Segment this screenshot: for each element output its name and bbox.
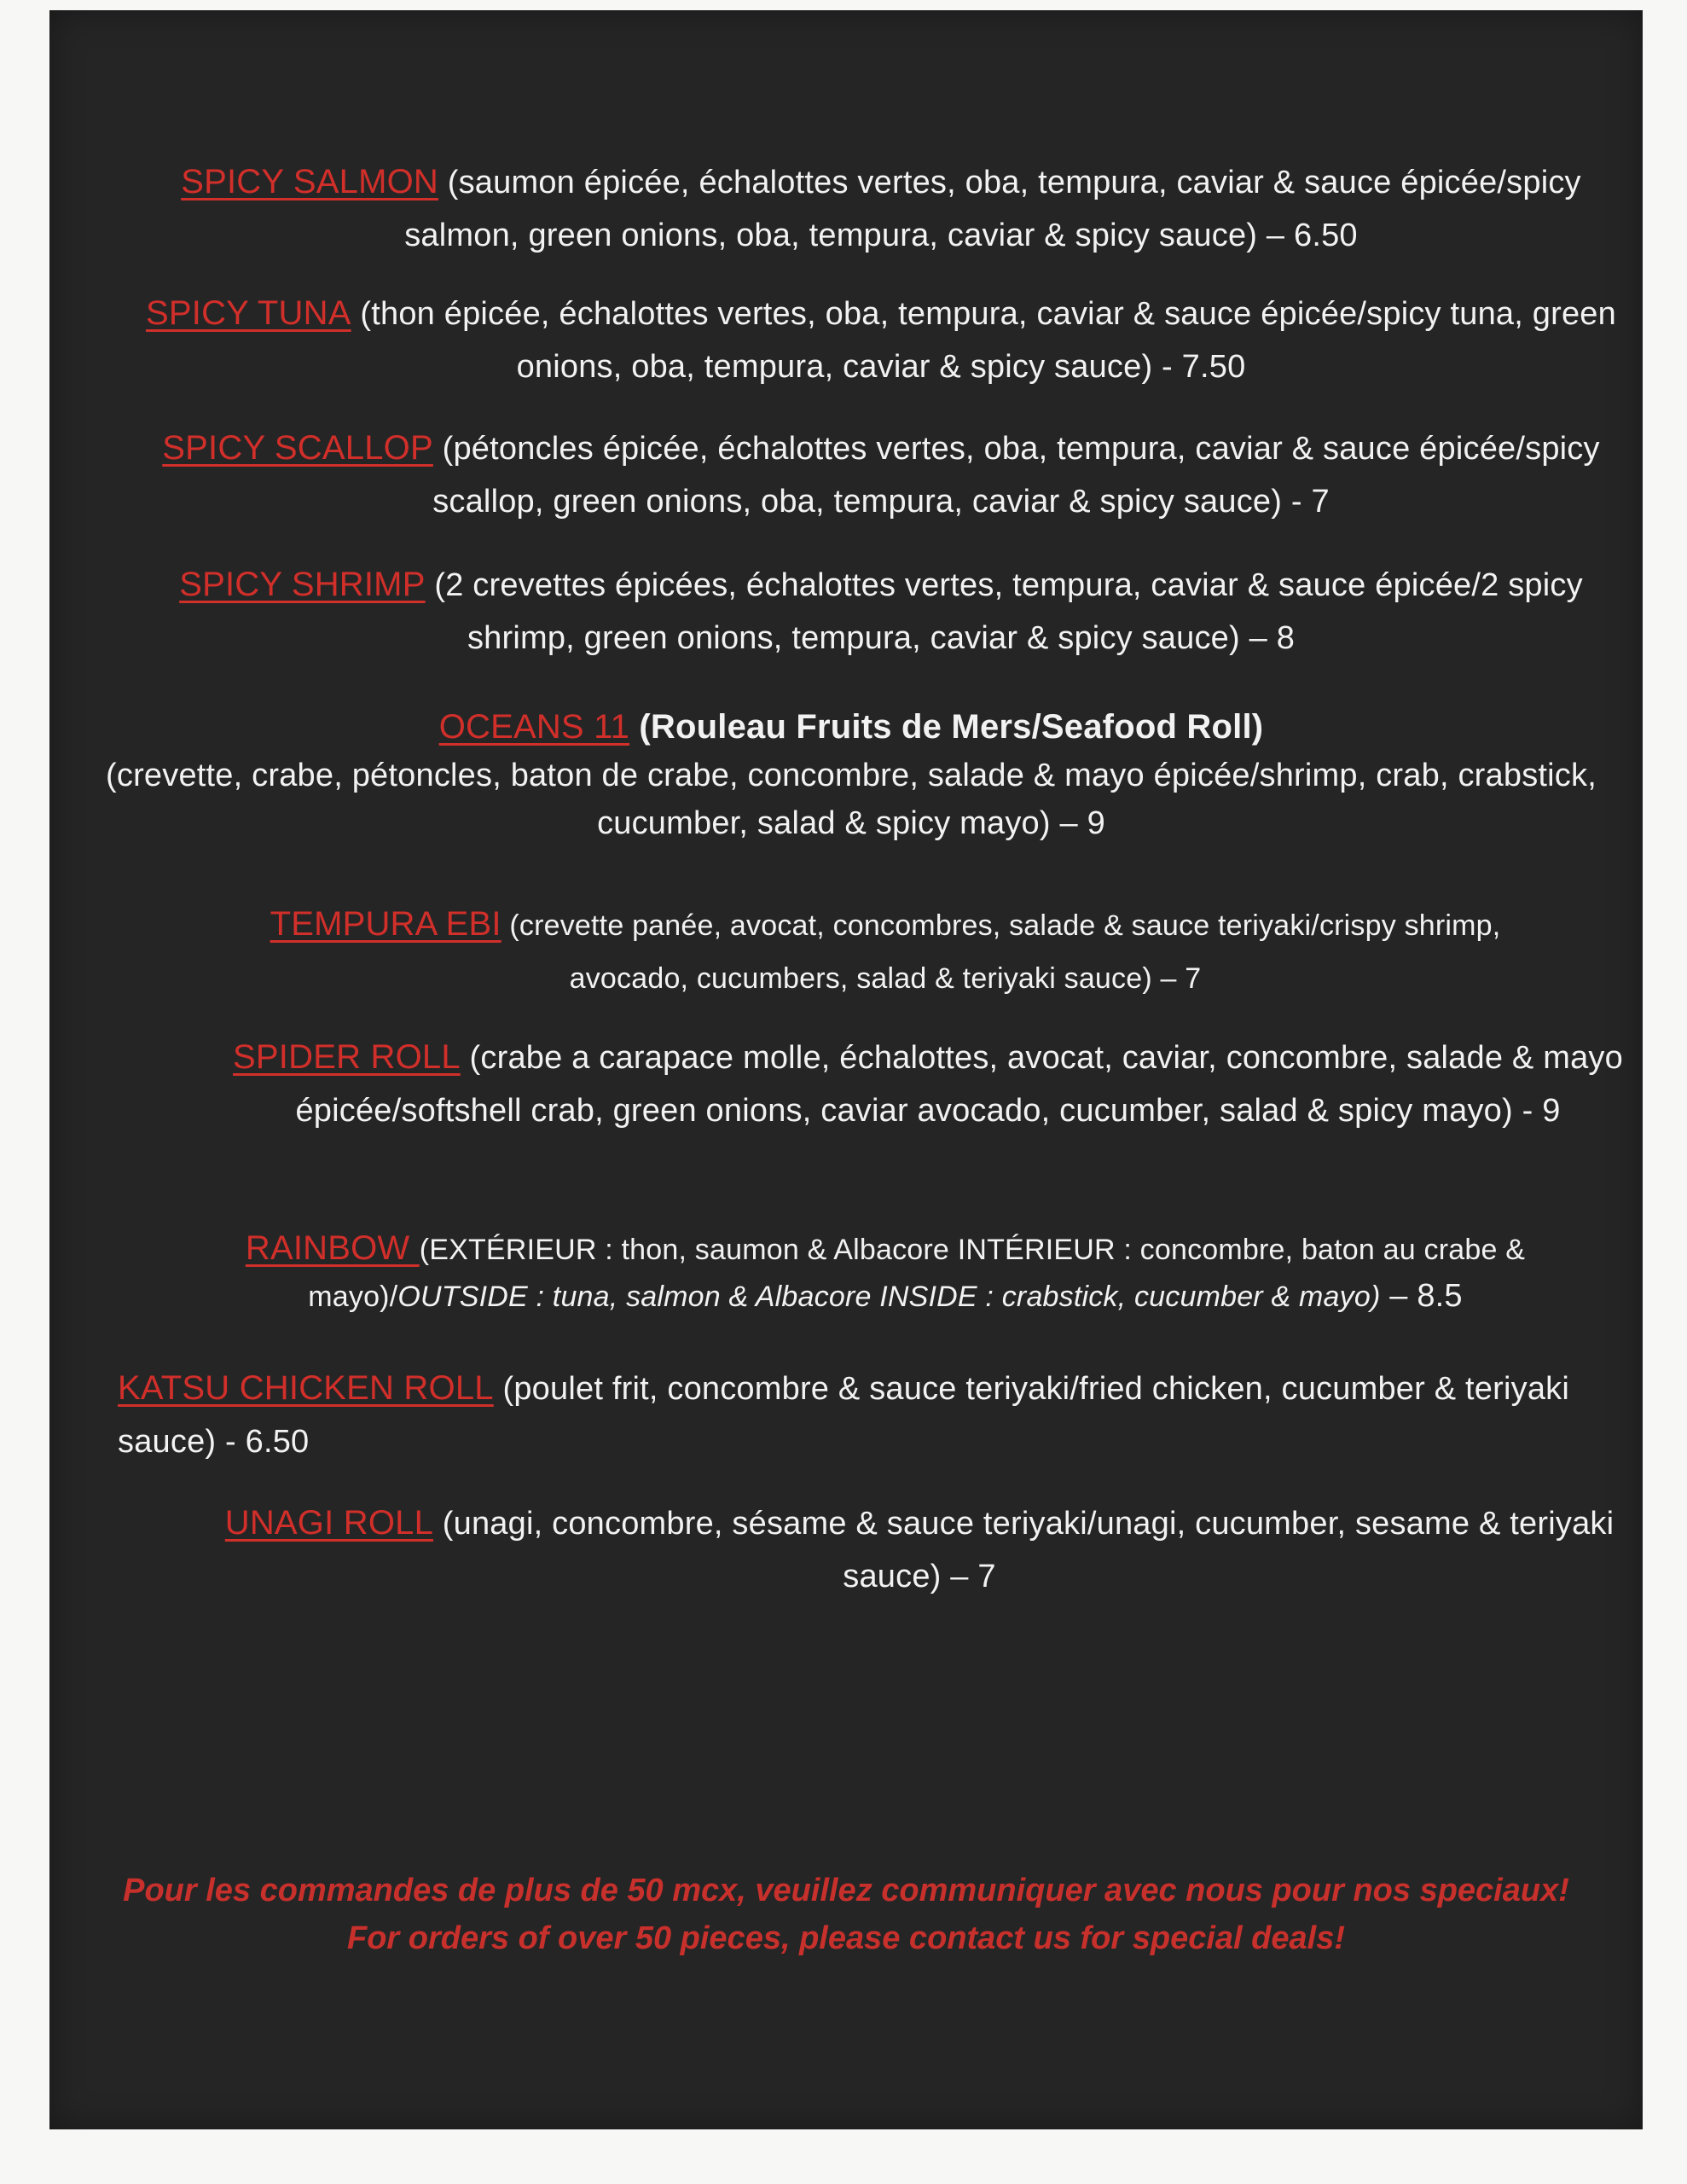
item-description: (unagi, concombre, sésame & sauce teriyaki/unagi, cucumber, sesame & teriyaki sauce) – 7 bbox=[433, 1506, 1615, 1594]
menu-item-spicy-tuna bbox=[122, 287, 1640, 393]
item-name: SPICY SHRIMP bbox=[179, 566, 426, 603]
footer-note bbox=[49, 1867, 1643, 1962]
item-name: UNAGI ROLL bbox=[224, 1504, 434, 1542]
item-heading bbox=[101, 703, 1602, 752]
menu-item-spicy-shrimp bbox=[160, 558, 1602, 665]
item-price: – 8.5 bbox=[1380, 1278, 1463, 1314]
item-description: (2 crevettes épicées, échalottes vertes, tempura, caviar & sauce épicée/2 spicy shrimp, green onions, tempura, caviar & spicy sauce) – 8 bbox=[425, 567, 1583, 656]
item-description: (crevette, crabe, pétoncles, baton de crabe, concombre, salade & mayo épicée/shrimp, crab, crabstick, cucumber, salad & spicy mayo) – 9 bbox=[106, 758, 1597, 841]
footer-line-french: Pour les commandes de plus de 50 mcx, veuillez communiquer avec nous pour nos speciaux! bbox=[123, 1873, 1569, 1908]
menu-sheet bbox=[49, 10, 1643, 2129]
menu-item-katsu-chicken-roll bbox=[118, 1362, 1602, 1468]
menu-item-tempura-ebi bbox=[254, 897, 1516, 1005]
item-description: (pétoncles épicée, échalottes vertes, oba, tempura, caviar & sauce épicée/spicy scallop, green onions, oba, tempura, caviar & spicy sauce) - 7 bbox=[432, 431, 1600, 520]
item-name: SPIDER ROLL bbox=[233, 1038, 461, 1076]
item-name: KATSU CHICKEN ROLL bbox=[118, 1369, 494, 1407]
item-name: OCEANS 11 bbox=[438, 708, 630, 746]
item-description: (saumon épicée, échalottes vertes, oba, tempura, caviar & sauce épicée/spicy salmon, green onions, oba, tempura, caviar & spicy sauce) – 6.50 bbox=[404, 165, 1581, 253]
item-description: (crabe a carapace molle, échalottes, avocat, caviar, concombre, salade & mayo épicée/softshell crab, green onions, caviar avocado, cucumber, salad & spicy mayo) - 9 bbox=[295, 1040, 1623, 1129]
item-name: SPICY TUNA bbox=[146, 294, 351, 332]
item-description: (poulet frit, concombre & sauce teriyaki/fried chicken, cucumber & teriyaki sauce) - 6.50 bbox=[118, 1371, 1569, 1460]
item-name: SPICY SCALLOP bbox=[162, 429, 433, 467]
item-description: (crevette panée, avocat, concombres, salade & sauce teriyaki/crispy shrimp, avocado, cucumbers, salad & teriyaki sauce) – 7 bbox=[501, 909, 1501, 995]
item-description: (EXTÉRIEUR : thon, saumon & Albacore INTÉRIEUR : concombre, baton au crabe & mayo)/ bbox=[308, 1234, 1526, 1313]
item-subtitle: (Rouleau Fruits de Mers/Seafood Roll) bbox=[629, 708, 1264, 746]
item-name: TEMPURA EBI bbox=[270, 905, 501, 943]
menu-item-spicy-salmon bbox=[160, 155, 1602, 262]
item-description: (thon épicée, échalottes vertes, oba, tempura, caviar & sauce épicée/spicy tuna, green onions, oba, tempura, caviar & spicy sauce) - 7.50 bbox=[351, 296, 1616, 385]
item-name: SPICY SALMON bbox=[181, 163, 438, 200]
item-description-english: OUTSIDE : tuna, salmon & Albacore INSIDE : crabstick, cucumber & mayo) bbox=[397, 1281, 1381, 1313]
menu-item-unagi-roll bbox=[220, 1496, 1619, 1603]
menu-item-oceans-11 bbox=[101, 703, 1602, 847]
menu-item-spider-roll bbox=[203, 1031, 1653, 1137]
menu-item-spicy-scallop bbox=[139, 421, 1623, 528]
footer-line-english: For orders of over 50 pieces, please contact us for special deals! bbox=[346, 1920, 1345, 1956]
item-name: RAINBOW bbox=[245, 1229, 420, 1267]
menu-item-rainbow bbox=[194, 1225, 1576, 1320]
